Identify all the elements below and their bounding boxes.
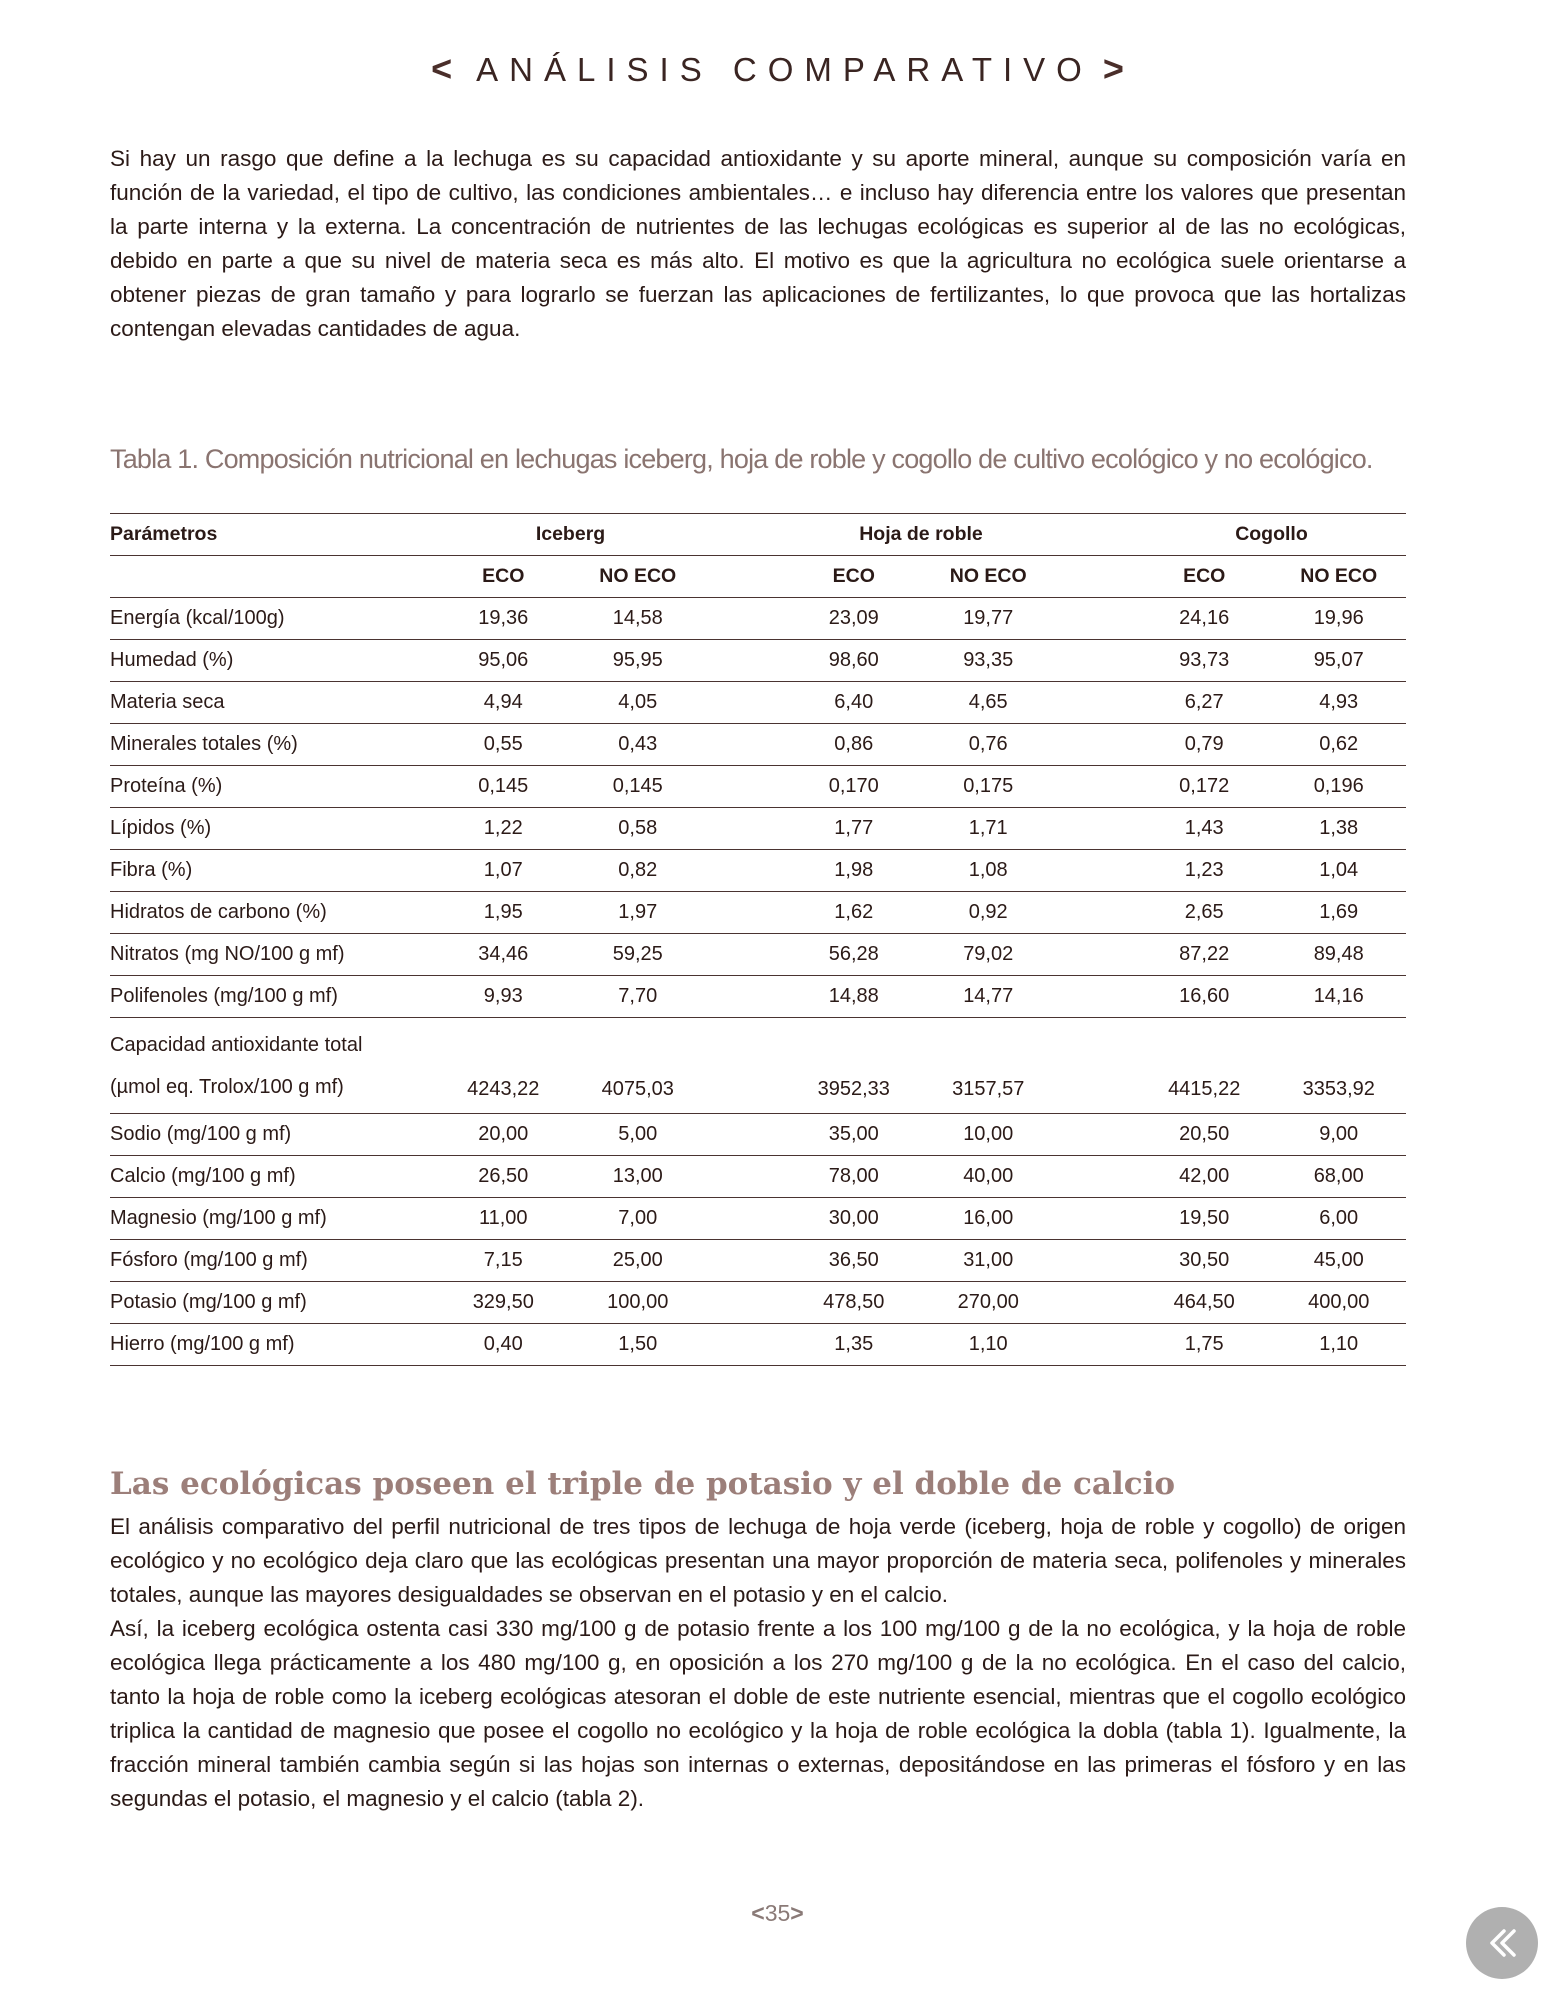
table-cell: 95,06 (436, 640, 570, 682)
group-header-row (110, 514, 1406, 556)
table-cell: 2,65 (1137, 892, 1271, 934)
subheader-no-eco: NO ECO (571, 556, 705, 598)
param-label (110, 766, 436, 808)
table-cell: 1,22 (436, 808, 570, 850)
spacer-cell (705, 766, 787, 808)
table-cell: 1,10 (1271, 1324, 1406, 1366)
table-cell: 0,92 (921, 892, 1055, 934)
table-cell: 0,175 (921, 766, 1055, 808)
table-cell: 4075,03 (571, 1018, 705, 1114)
table-cell: 40,00 (921, 1156, 1055, 1198)
double-chevron-left-icon (1482, 1923, 1522, 1963)
table-cell: 78,00 (787, 1156, 921, 1198)
table-cell: 1,08 (921, 850, 1055, 892)
table-cell: 0,62 (1271, 724, 1406, 766)
table-cell: 270,00 (921, 1282, 1055, 1324)
param-label-text: Minerales totales (%) (110, 733, 298, 755)
table-caption: Tabla 1. Composición nutricional en lechugas iceberg, hoja de roble y cogollo de cultivo ecológico y no ecológico. (110, 444, 1373, 474)
table-row (110, 892, 1406, 934)
spacer-cell (1055, 976, 1137, 1018)
table-cell: 4,65 (921, 682, 1055, 724)
param-label (110, 1198, 436, 1240)
table-cell: 5,00 (571, 1114, 705, 1156)
table-cell: 6,00 (1271, 1198, 1406, 1240)
table-cell: 1,98 (787, 850, 921, 892)
table-cell: 4243,22 (436, 1018, 570, 1114)
table-cell: 20,50 (1137, 1114, 1271, 1156)
table-cell: 100,00 (571, 1282, 705, 1324)
spacer-cell (705, 1156, 787, 1198)
left-bracket: < (431, 48, 453, 89)
table-cell: 1,07 (436, 850, 570, 892)
table-cell: 6,27 (1137, 682, 1271, 724)
group-header-hoja-de-roble: Hoja de roble (787, 514, 1056, 556)
table-cell: 1,35 (787, 1324, 921, 1366)
param-label (110, 682, 436, 724)
intro-paragraph: Si hay un rasgo que define a la lechuga es su capacidad antioxidante y su aporte mineral, aunque su composición varía en función de la variedad, el tipo de cultivo, las condiciones ambientales… e incluso hay diferencia entre los valores que presentan la parte interna y la externa. La concentración de nutrientes de las lechugas ecológicas es superior al de las no ecológicas, debido en parte a que su nivel de materia seca es más alto. El motivo es que la agricultura no ecológica suele orientarse a obtener piezas de gran tamaño y para lograrlo se fuerzan las aplicaciones de fertilizantes, lo que provoca que las hortalizas contengan elevadas cantidades de agua. (110, 146, 1406, 341)
table-cell: 19,36 (436, 598, 570, 640)
table-cell: 7,00 (571, 1198, 705, 1240)
table-cell: 0,43 (571, 724, 705, 766)
table-cell: 0,76 (921, 724, 1055, 766)
table-row (110, 640, 1406, 682)
table-cell: 4,94 (436, 682, 570, 724)
param-label-text: Magnesio (mg/100 g mf) (110, 1207, 327, 1229)
table-cell: 1,62 (787, 892, 921, 934)
table-cell: 9,00 (1271, 1114, 1406, 1156)
table-cell: 0,79 (1137, 724, 1271, 766)
table-cell: 1,71 (921, 808, 1055, 850)
param-label-text: Lípidos (%) (110, 817, 212, 839)
table-cell: 1,23 (1137, 850, 1271, 892)
subheader-no-eco: NO ECO (1271, 556, 1406, 598)
table-row (110, 1018, 1406, 1114)
table-row (110, 1324, 1406, 1366)
param-label-text: Proteína (%) (110, 775, 223, 797)
table-cell: 4415,22 (1137, 1018, 1271, 1114)
subheader-row (110, 556, 1406, 598)
subheader-eco: ECO (787, 556, 921, 598)
table-cell: 3157,57 (921, 1018, 1055, 1114)
table-cell: 42,00 (1137, 1156, 1271, 1198)
spacer-cell (1055, 1018, 1137, 1114)
page-number (0, 1900, 1555, 1927)
table-cell: 34,46 (436, 934, 570, 976)
table-row (110, 850, 1406, 892)
spacer-cell (705, 640, 787, 682)
table-cell: 7,70 (571, 976, 705, 1018)
table-cell: 19,50 (1137, 1198, 1271, 1240)
spacer-cell (705, 850, 787, 892)
group-header-iceberg: Iceberg (436, 514, 705, 556)
table-cell: 3952,33 (787, 1018, 921, 1114)
table-row (110, 1240, 1406, 1282)
table-cell: 16,60 (1137, 976, 1271, 1018)
table-cell: 1,69 (1271, 892, 1406, 934)
table-cell: 0,145 (571, 766, 705, 808)
table-cell: 0,86 (787, 724, 921, 766)
table-cell: 56,28 (787, 934, 921, 976)
param-label (110, 1282, 436, 1324)
spacer-cell (1055, 1156, 1137, 1198)
table-row (110, 766, 1406, 808)
spacer-cell (1055, 934, 1137, 976)
table-cell: 25,00 (571, 1240, 705, 1282)
param-label-text: Calcio (mg/100 g mf) (110, 1165, 296, 1187)
section-title: Las ecológicas poseen el triple de potasio y el doble de calcio (110, 1466, 1176, 1502)
table-cell: 478,50 (787, 1282, 921, 1324)
param-label-text: Fibra (%) (110, 859, 193, 881)
param-header: Parámetros (110, 514, 436, 556)
spacer-cell (1055, 1240, 1137, 1282)
table-cell: 11,00 (436, 1198, 570, 1240)
param-label-text: Hidratos de carbono (%) (110, 901, 327, 923)
table-cell: 1,38 (1271, 808, 1406, 850)
table-cell: 1,04 (1271, 850, 1406, 892)
param-label (110, 1114, 436, 1156)
table-cell: 0,58 (571, 808, 705, 850)
spacer-cell (1055, 1324, 1137, 1366)
subheader-eco: ECO (1137, 556, 1271, 598)
table-cell: 14,88 (787, 976, 921, 1018)
table-cell: 87,22 (1137, 934, 1271, 976)
param-label-unit: (µmol eq. Trolox/100 g mf) (110, 1075, 344, 1098)
table-cell: 10,00 (921, 1114, 1055, 1156)
table-cell: 23,09 (787, 598, 921, 640)
spacer-cell (1055, 724, 1137, 766)
table-cell: 329,50 (436, 1282, 570, 1324)
table-cell: 95,07 (1271, 640, 1406, 682)
table-row (110, 1156, 1406, 1198)
param-label (110, 1324, 436, 1366)
table-cell: 14,16 (1271, 976, 1406, 1018)
spacer-cell (1055, 640, 1137, 682)
nutrition-table (110, 513, 1406, 1366)
param-label-text: Capacidad antioxidante total (110, 1033, 363, 1056)
table-cell: 36,50 (787, 1240, 921, 1282)
table-cell: 1,10 (921, 1324, 1055, 1366)
spacer-cell (705, 682, 787, 724)
param-label (110, 640, 436, 682)
spacer-cell (705, 598, 787, 640)
spacer-cell (705, 976, 787, 1018)
table-row (110, 598, 1406, 640)
table-cell: 93,35 (921, 640, 1055, 682)
table-cell: 16,00 (921, 1198, 1055, 1240)
table-cell: 30,50 (1137, 1240, 1271, 1282)
section-paragraph: El análisis comparativo del perfil nutricional de tres tipos de lechuga de hoja verde (iceberg, hoja de roble y cogollo) de origen ecológico y no ecológico deja claro que las ecológicas presentan una mayor proporción de materia seca, polifenoles y minerales totales, aunque las mayores desigualdades se observan en el potasio y en el calcio. (110, 1514, 1406, 1607)
table-cell: 1,43 (1137, 808, 1271, 850)
spacer-cell (705, 1240, 787, 1282)
table-cell: 0,170 (787, 766, 921, 808)
table-row (110, 1282, 1406, 1324)
table-cell: 1,95 (436, 892, 570, 934)
param-label (110, 976, 436, 1018)
table-row (110, 976, 1406, 1018)
spacer-cell (1055, 850, 1137, 892)
table-cell: 400,00 (1271, 1282, 1406, 1324)
section-header-title: ANÁLISIS COMPARATIVO (476, 51, 1093, 88)
spacer-cell (705, 1324, 787, 1366)
spacer-cell (705, 1114, 787, 1156)
page-left-arrow: < (751, 1900, 765, 1926)
spacer-cell (705, 892, 787, 934)
spacer-cell (1055, 892, 1137, 934)
param-label (110, 724, 436, 766)
table-cell: 1,75 (1137, 1324, 1271, 1366)
table-cell: 0,145 (436, 766, 570, 808)
param-label (110, 808, 436, 850)
table-cell: 30,00 (787, 1198, 921, 1240)
param-label-text: Sodio (mg/100 g mf) (110, 1123, 292, 1145)
spacer-cell (1055, 1198, 1137, 1240)
table-cell: 4,93 (1271, 682, 1406, 724)
param-label (110, 850, 436, 892)
spacer-cell (1055, 598, 1137, 640)
table-cell: 20,00 (436, 1114, 570, 1156)
spacer-cell (705, 724, 787, 766)
table-cell: 4,05 (571, 682, 705, 724)
page-right-arrow: > (790, 1900, 804, 1926)
table-body (110, 598, 1406, 1366)
table-cell: 19,77 (921, 598, 1055, 640)
table-cell: 31,00 (921, 1240, 1055, 1282)
table-cell: 89,48 (1271, 934, 1406, 976)
table-cell: 0,55 (436, 724, 570, 766)
section-paragraph: Así, la iceberg ecológica ostenta casi 330 mg/100 g de potasio frente a los 100 mg/100 g de la no ecológica, y la hoja de roble ecológica llega prácticamente a los 480 mg/100 g, en oposición a los 270 mg/100 g de la no ecológica. En el caso del calcio, tanto la hoja de roble como la iceberg ecológicas atesoran el doble de este nutriente esencial, mientras que el cogollo ecológico triplica la cantidad de magnesio que posee el cogollo no ecológico y la hoja de roble ecológica la dobla (tabla 1). Igualmente, la fracción mineral también cambia según si las hojas son internas o externas, depositándose en las primeras el fósforo y en las segundas el potasio, el magnesio y el calcio (tabla 2). (110, 1616, 1406, 1811)
param-label-text: Humedad (%) (110, 649, 234, 671)
subheader-eco: ECO (436, 556, 570, 598)
table-row (110, 1198, 1406, 1240)
param-label (110, 1018, 436, 1114)
table-cell: 1,77 (787, 808, 921, 850)
spacer-cell (1055, 1114, 1137, 1156)
spacer-cell (1055, 808, 1137, 850)
subheader-no-eco: NO ECO (921, 556, 1055, 598)
table-cell: 95,95 (571, 640, 705, 682)
group-header-cogollo: Cogollo (1137, 514, 1406, 556)
table-cell: 98,60 (787, 640, 921, 682)
spacer-cell (705, 1018, 787, 1114)
table-row (110, 934, 1406, 976)
table-cell: 9,93 (436, 976, 570, 1018)
section-header (0, 48, 1555, 90)
table-row (110, 1114, 1406, 1156)
section-body (110, 1510, 1406, 1816)
back-button[interactable] (1466, 1907, 1538, 1979)
param-label-text: Potasio (mg/100 g mf) (110, 1291, 307, 1313)
table-cell: 45,00 (1271, 1240, 1406, 1282)
param-label (110, 598, 436, 640)
table-cell: 24,16 (1137, 598, 1271, 640)
spacer-cell (1055, 766, 1137, 808)
param-label (110, 934, 436, 976)
param-label (110, 1156, 436, 1198)
table-cell: 93,73 (1137, 640, 1271, 682)
table-cell: 59,25 (571, 934, 705, 976)
table-cell: 0,172 (1137, 766, 1271, 808)
table-cell: 13,00 (571, 1156, 705, 1198)
right-bracket: > (1102, 48, 1124, 89)
table-cell: 7,15 (436, 1240, 570, 1282)
table-cell: 0,82 (571, 850, 705, 892)
table-cell: 68,00 (1271, 1156, 1406, 1198)
spacer-cell (705, 1198, 787, 1240)
spacer-cell (1055, 1282, 1137, 1324)
table-cell: 3353,92 (1271, 1018, 1406, 1114)
table-cell: 26,50 (436, 1156, 570, 1198)
param-label-text: Fósforo (mg/100 g mf) (110, 1249, 308, 1271)
param-label-text: Polifenoles (mg/100 g mf) (110, 985, 338, 1007)
table-cell: 6,40 (787, 682, 921, 724)
spacer-cell (1055, 682, 1137, 724)
table-cell: 1,97 (571, 892, 705, 934)
param-label (110, 1240, 436, 1282)
table-cell: 79,02 (921, 934, 1055, 976)
table-cell: 14,58 (571, 598, 705, 640)
table-cell: 14,77 (921, 976, 1055, 1018)
table-cell: 0,196 (1271, 766, 1406, 808)
table-row (110, 682, 1406, 724)
page-number-value: 35 (764, 1900, 791, 1926)
spacer-cell (705, 934, 787, 976)
param-label-text: Nitratos (mg NO/100 g mf) (110, 943, 345, 965)
spacer-cell (705, 1282, 787, 1324)
table-row (110, 808, 1406, 850)
table-cell: 0,40 (436, 1324, 570, 1366)
param-label-text: Materia seca (110, 691, 225, 713)
param-label-text: Hierro (mg/100 g mf) (110, 1333, 295, 1355)
param-label-text: Energía (kcal/100g) (110, 607, 285, 629)
table-cell: 19,96 (1271, 598, 1406, 640)
table-cell: 35,00 (787, 1114, 921, 1156)
spacer-cell (705, 808, 787, 850)
table-cell: 1,50 (571, 1324, 705, 1366)
param-label (110, 892, 436, 934)
table-row (110, 724, 1406, 766)
table-cell: 464,50 (1137, 1282, 1271, 1324)
